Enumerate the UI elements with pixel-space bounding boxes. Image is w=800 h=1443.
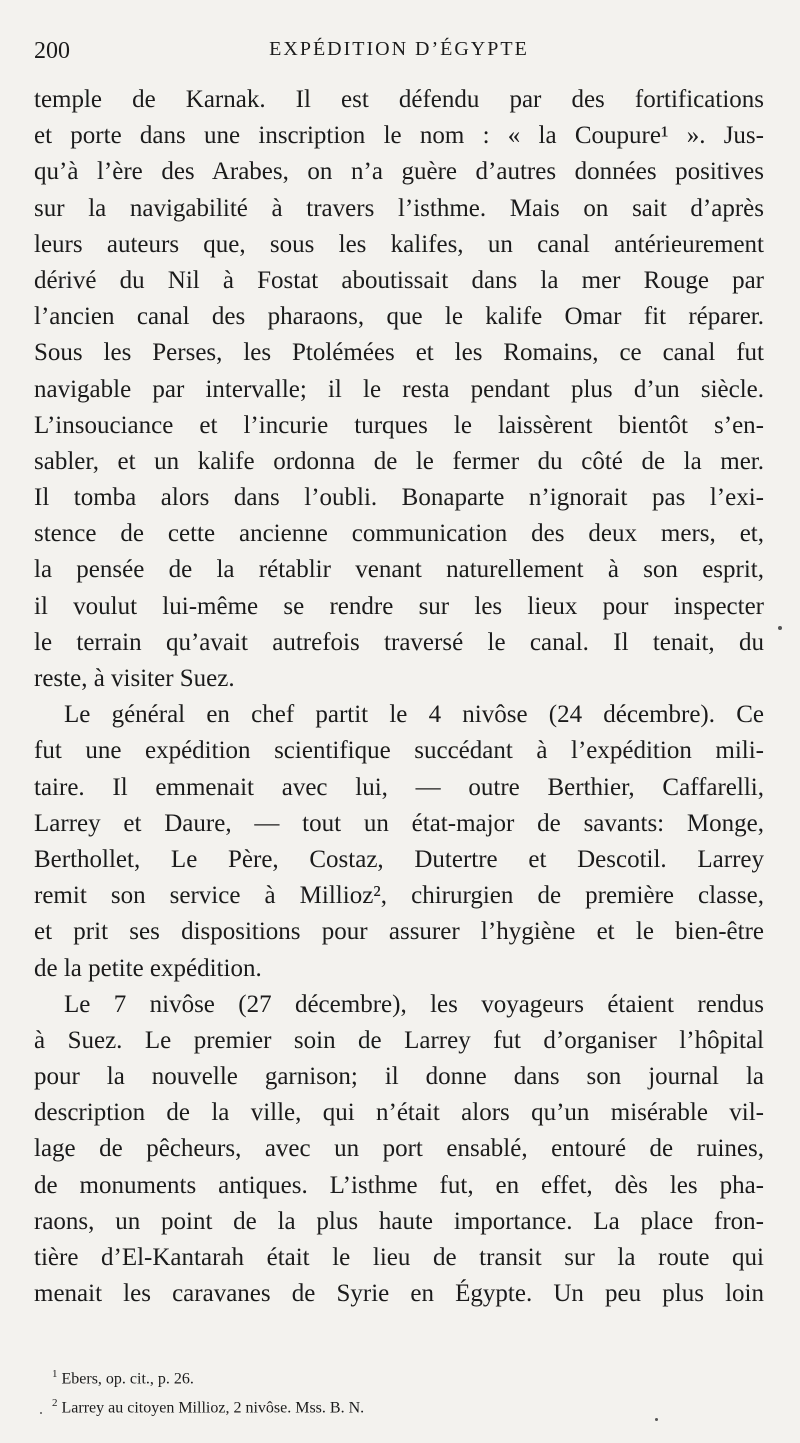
text-line: Il tomba alors dans l’oubli. Bonaparte n’ignorait pas l’exi- — [34, 484, 764, 512]
body-text — [34, 82, 764, 1312]
text-line: menait les caravanes de Syrie en Égypte. Un peu plus loin — [34, 1280, 764, 1308]
text-line: fut une expédition scientifique succédant à l’expédition mili- — [34, 737, 764, 765]
running-head: EXPÉDITION D’ÉGYPTE — [269, 38, 529, 60]
text-line: Le général en chef partit le 4 nivôse (24 décembre). Ce — [64, 701, 764, 729]
text-line: qu’à l’ère des Arabes, on n’a guère d’autres données positives — [34, 158, 764, 186]
text-line: le terrain qu’avait autrefois traversé le canal. Il tenait, du — [34, 628, 764, 656]
footnote-marker: 1 — [52, 1368, 58, 1380]
text-line: navigable par intervalle; il le resta pendant plus d’un siècle. — [34, 375, 764, 403]
scan-speck — [40, 1412, 42, 1414]
text-line: Le 7 nivôse (27 décembre), les voyageurs étaient rendus — [64, 990, 764, 1018]
text-line: Larrey et Daure, — tout un état-major de savants: Monge, — [34, 809, 764, 837]
text-line: à Suez. Le premier soin de Larrey fut d’organiser l’hôpital — [34, 1026, 764, 1054]
scan-speck — [778, 626, 782, 630]
text-line: l’ancien canal des pharaons, que le kalife Omar fit réparer. — [34, 303, 764, 331]
text-line: description de la ville, qui n’était alors qu’un misérable vil- — [34, 1099, 764, 1127]
footnote-text: Ebers, op. cit., p. 26. — [61, 1370, 194, 1388]
text-line: stence de cette ancienne communication des deux mers, et, — [34, 520, 764, 548]
text-line: leurs auteurs que, sous les kalifes, un canal antérieurement — [34, 230, 764, 258]
text-line: raons, un point de la plus haute importance. La place fron- — [34, 1207, 764, 1235]
text-line: dérivé du Nil à Fostat aboutissait dans la mer Rouge par — [34, 266, 764, 294]
text-line: pour la nouvelle garnison; il donne dans son journal la — [34, 1063, 764, 1091]
page-number: 200 — [34, 38, 70, 64]
text-line: il voulut lui-même se rendre sur les lieux pour inspecter — [34, 592, 764, 620]
text-line: remit son service à Millioz², chirurgien de première classe, — [34, 882, 764, 910]
footnote — [52, 1391, 752, 1420]
text-line: et prit ses dispositions pour assurer l’hygiène et le bien-être — [34, 918, 764, 946]
text-line: temple de Karnak. Il est défendu par des fortifications — [34, 86, 764, 113]
text-line: taire. Il emmenait avec lui, — outre Berthier, Caffarelli, — [34, 773, 764, 801]
text-line: lage de pêcheurs, avec un port ensablé, entouré de ruines, — [34, 1135, 764, 1163]
footnote-text: Larrey au citoyen Millioz, 2 nivôse. Mss. B. N. — [61, 1399, 365, 1417]
text-line: et porte dans une inscription le nom : « la Coupure¹ ». Jus- — [34, 122, 764, 150]
footnote — [52, 1362, 752, 1391]
text-line: L’insouciance et l’incurie turques le laissèrent bientôt s’en- — [34, 411, 764, 439]
footnote-marker: 2 — [52, 1397, 58, 1410]
text-line: Sous les Perses, les Ptolémées et les Romains, ce canal fut — [34, 339, 764, 367]
text-line: reste, à visiter Suez. — [34, 665, 235, 692]
text-line: de monuments antiques. L’isthme fut, en effet, dès les pha- — [34, 1171, 764, 1199]
text-line: sur la navigabilité à travers l’isthme. Mais on sait d’après — [34, 194, 764, 222]
page-header — [34, 30, 764, 70]
text-line: Berthollet, Le Père, Costaz, Dutertre et Descotil. Larrey — [34, 845, 764, 873]
text-line: tière d’El-Kantarah était le lieu de transit sur la route qui — [34, 1244, 764, 1271]
scan-speck — [655, 1418, 658, 1421]
text-line: la pensée de la rétablir venant naturellement à son esprit, — [34, 556, 764, 584]
footnotes — [52, 1362, 752, 1421]
text-line: sabler, et un kalife ordonna de le fermer du côté de la mer. — [34, 447, 764, 475]
text-line: de la petite expédition. — [34, 954, 262, 982]
